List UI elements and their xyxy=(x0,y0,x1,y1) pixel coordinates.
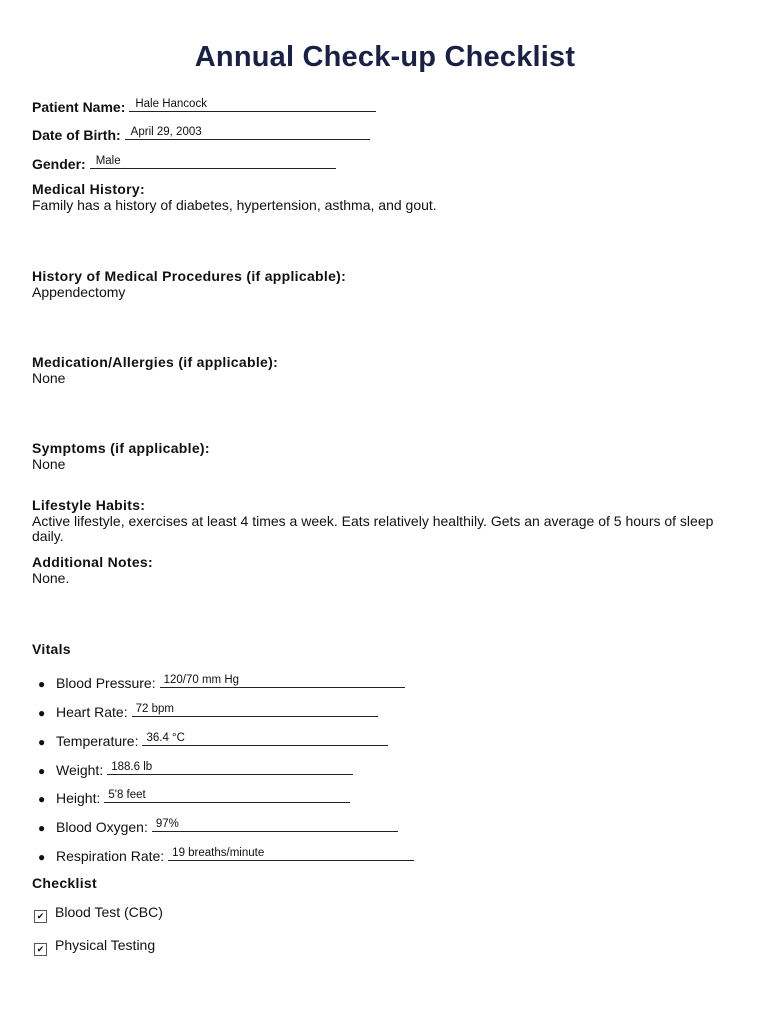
bullet-icon: ● xyxy=(38,850,46,864)
vital-label: Blood Pressure: xyxy=(56,675,156,691)
medical-history-text: Family has a history of diabetes, hypertension, asthma, and gout. xyxy=(32,196,437,213)
gender-field xyxy=(32,152,336,172)
vital-label: Height: xyxy=(56,790,101,806)
symptoms-section xyxy=(32,441,742,472)
vital-value: 5'8 feet xyxy=(108,789,146,801)
vitals-heading: Vitals xyxy=(32,641,71,657)
patient-name-input[interactable] xyxy=(129,95,376,112)
medication-text: None xyxy=(32,369,66,386)
vital-label: Respiration Rate: xyxy=(56,848,165,864)
checkbox-checked-icon[interactable]: ✔ xyxy=(34,943,47,956)
notes-section xyxy=(32,555,742,586)
checklist-item-blood-test xyxy=(34,904,163,923)
medical-history-section xyxy=(32,182,742,213)
vital-value: 120/70 mm Hg xyxy=(163,674,240,686)
gender-value: Male xyxy=(95,155,121,167)
bullet-icon: ● xyxy=(38,706,46,720)
vital-heart-rate xyxy=(38,700,378,720)
checklist-item-label: Blood Test (CBC) xyxy=(55,904,163,920)
vital-value: 188.6 lb xyxy=(111,761,153,773)
height-input[interactable] xyxy=(104,786,350,803)
heart-rate-input[interactable] xyxy=(132,700,378,717)
medication-section xyxy=(32,355,742,386)
procedures-text: Appendectomy xyxy=(32,283,126,300)
vital-label: Heart Rate: xyxy=(56,704,128,720)
blood-oxygen-input[interactable] xyxy=(152,815,398,832)
checklist-item-physical-testing xyxy=(34,937,155,956)
lifestyle-text: Active lifestyle, exercises at least 4 times a week. Eats relatively healthily. Gets an average of 5 hours of sleep daily. xyxy=(32,512,714,544)
vital-height xyxy=(38,786,350,806)
symptoms-label: Symptoms (if applicable): xyxy=(32,440,210,456)
medication-label: Medication/Allergies (if applicable): xyxy=(32,354,279,370)
bullet-icon: ● xyxy=(38,764,46,778)
vital-temperature xyxy=(38,729,388,749)
patient-name-value: Hale Hancock xyxy=(135,98,207,110)
notes-label: Additional Notes: xyxy=(32,554,153,570)
vital-respiration-rate xyxy=(38,844,414,864)
vital-blood-pressure xyxy=(38,671,405,691)
dob-input[interactable] xyxy=(125,123,370,140)
vital-blood-oxygen xyxy=(38,815,398,835)
vital-label: Temperature: xyxy=(56,733,139,749)
lifestyle-label: Lifestyle Habits: xyxy=(32,497,146,513)
page-title: Annual Check-up Checklist xyxy=(194,41,576,73)
lifestyle-section xyxy=(32,498,742,545)
dob-field xyxy=(32,123,370,143)
symptoms-text: None xyxy=(32,455,66,472)
medical-history-label: Medical History: xyxy=(32,181,145,197)
dob-label: Date of Birth: xyxy=(32,127,121,143)
patient-name-label: Patient Name: xyxy=(32,99,126,115)
checklist-item-label: Physical Testing xyxy=(55,937,156,953)
gender-label: Gender: xyxy=(32,156,86,172)
notes-text: None. xyxy=(32,569,70,586)
vital-value: 72 bpm xyxy=(135,703,174,715)
checklist-heading: Checklist xyxy=(32,875,97,891)
vital-value: 36.4 °C xyxy=(146,732,185,744)
vital-value: 19 breaths/minute xyxy=(172,847,265,859)
vital-weight xyxy=(38,758,353,778)
gender-input[interactable] xyxy=(90,152,336,169)
bullet-icon: ● xyxy=(38,677,46,691)
bullet-icon: ● xyxy=(38,792,46,806)
checkbox-checked-icon[interactable]: ✔ xyxy=(34,910,47,923)
vital-label: Weight: xyxy=(56,762,104,778)
vital-value: 97% xyxy=(155,818,179,830)
weight-input[interactable] xyxy=(107,758,353,775)
respiration-rate-input[interactable] xyxy=(168,844,414,861)
blood-pressure-input[interactable] xyxy=(160,671,405,688)
dob-value: April 29, 2003 xyxy=(130,126,202,138)
patient-name-field xyxy=(32,95,376,115)
procedures-section xyxy=(32,269,742,300)
bullet-icon: ● xyxy=(38,735,46,749)
procedures-label: History of Medical Procedures (if applicable): xyxy=(32,268,347,284)
temperature-input[interactable] xyxy=(142,729,388,746)
vital-label: Blood Oxygen: xyxy=(56,819,148,835)
bullet-icon: ● xyxy=(38,821,46,835)
